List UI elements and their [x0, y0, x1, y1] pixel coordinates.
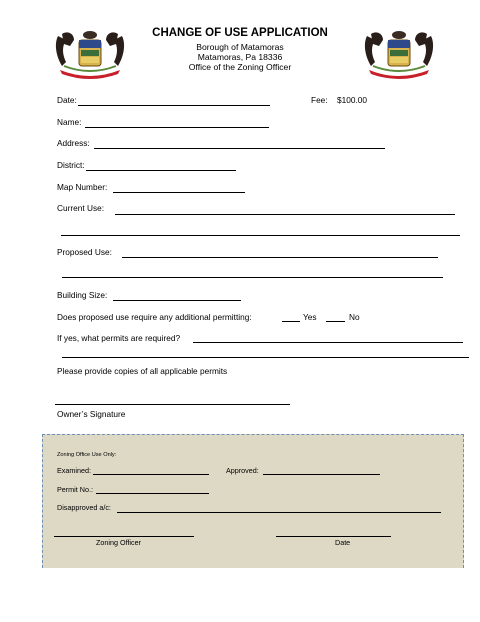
date-field[interactable]: [78, 105, 270, 106]
office-date-label: Date: [335, 538, 351, 547]
current-use-field[interactable]: [115, 214, 455, 215]
map-number-label: Map Number:: [57, 182, 108, 192]
disapproved-field[interactable]: [117, 512, 441, 513]
permits-required-field-line2[interactable]: [62, 357, 469, 358]
fee-value: $100.00: [337, 95, 367, 105]
map-number-field[interactable]: [113, 192, 245, 193]
no-label: No: [349, 312, 360, 322]
no-checkbox[interactable]: [326, 321, 345, 322]
copies-note: Please provide copies of all applicable permits: [57, 366, 228, 376]
yes-checkbox[interactable]: [282, 321, 300, 322]
permit-no-label: Permit No.:: [57, 485, 93, 494]
permit-no-field[interactable]: [96, 493, 209, 494]
building-size-field[interactable]: [113, 300, 241, 301]
approved-label: Approved:: [226, 466, 259, 475]
district-label: District:: [57, 160, 85, 170]
disapproved-label: Disapproved a/c:: [57, 503, 111, 512]
current-use-field-line2[interactable]: [61, 235, 460, 236]
address-label: Address:: [57, 138, 90, 148]
zoning-officer-signature-field[interactable]: [54, 536, 194, 537]
zoning-officer-label: Zoning Officer: [96, 538, 142, 547]
borough-address: Matamoras, Pa 18336: [197, 52, 283, 62]
examined-field[interactable]: [93, 474, 209, 475]
proposed-use-label: Proposed Use:: [57, 247, 112, 257]
permitting-question: Does proposed use require any additional permitting:: [57, 312, 252, 322]
borough-name: Borough of Matamoras: [196, 42, 284, 52]
form-title: CHANGE OF USE APPLICATION: [152, 27, 328, 39]
name-label: Name:: [57, 117, 82, 127]
examined-label: Examined:: [57, 466, 91, 475]
name-field[interactable]: [85, 127, 269, 128]
approved-field[interactable]: [263, 474, 380, 475]
address-field[interactable]: [94, 148, 385, 149]
proposed-use-field-line2[interactable]: [62, 277, 443, 278]
office-date-field[interactable]: [276, 536, 391, 537]
permits-required-label: If yes, what permits are required?: [57, 333, 181, 343]
owner-signature-label: Owner’s Signature: [57, 409, 126, 419]
permits-required-field[interactable]: [193, 342, 463, 343]
fee-label: Fee:: [311, 95, 328, 105]
district-field[interactable]: [86, 170, 236, 171]
yes-label: Yes: [303, 312, 317, 322]
current-use-label: Current Use:: [57, 203, 105, 213]
proposed-use-field[interactable]: [122, 257, 438, 258]
building-size-label: Building Size:: [57, 290, 108, 300]
office-use-heading: Zoning Office Use Only:: [57, 452, 117, 458]
owner-signature-field[interactable]: [55, 404, 290, 405]
date-label: Date:: [57, 95, 77, 105]
office-name: Office of the Zoning Officer: [188, 62, 292, 72]
